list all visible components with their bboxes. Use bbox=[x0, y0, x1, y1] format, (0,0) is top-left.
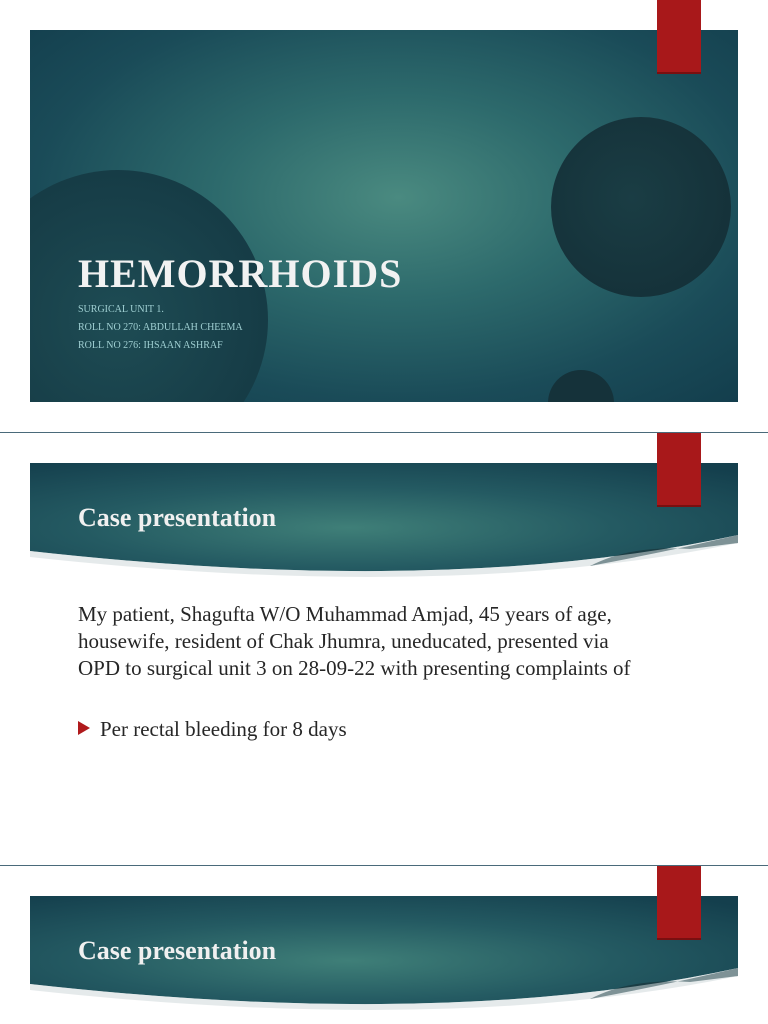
red-accent-tab bbox=[657, 0, 701, 74]
subtitle-unit: SURGICAL UNIT 1. bbox=[78, 304, 164, 315]
slide-thumbnail-3[interactable] bbox=[0, 866, 768, 1024]
slide-thumbnail-2[interactable] bbox=[0, 433, 768, 865]
slide-title: HEMORRHOIDS bbox=[78, 251, 403, 296]
red-accent-tab bbox=[657, 866, 701, 940]
subtitle-author-2: ROLL NO 276: IHSAAN ASHRAF bbox=[78, 340, 223, 351]
bullet-item bbox=[78, 717, 347, 742]
red-accent-tab bbox=[657, 433, 701, 507]
slide-heading: Case presentation bbox=[78, 936, 277, 965]
subtitle-author-1: ROLL NO 270: ABDULLAH CHEEMA bbox=[78, 322, 243, 333]
decor-circle-small bbox=[548, 370, 614, 402]
slide-heading: Case presentation bbox=[78, 503, 277, 532]
case-description: My patient, Shagufta W/O Muhammad Amjad, 45 years of age, housewife, resident of Chak Jhumra, uneducated, presented via OPD to surgical unit 3 on 28-09-22 with presenting complaints of bbox=[78, 602, 631, 680]
slide-thumbnail-1[interactable] bbox=[0, 0, 768, 432]
bullet-text: Per rectal bleeding for 8 days bbox=[100, 717, 347, 741]
decor-circle-right bbox=[551, 117, 731, 297]
triangle-right-icon bbox=[78, 721, 90, 735]
